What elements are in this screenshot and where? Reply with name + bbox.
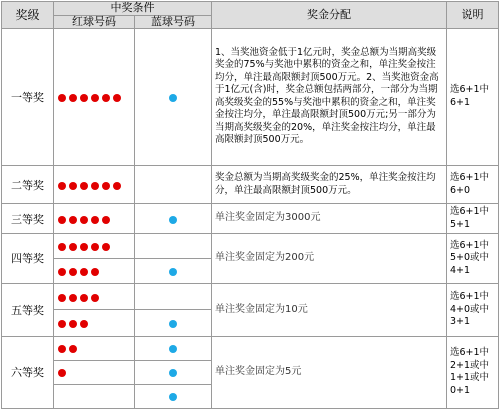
blue-ball-icon bbox=[169, 94, 177, 102]
red-ball-icon bbox=[58, 345, 66, 353]
red-ball-icon bbox=[58, 243, 66, 251]
red-ball-icon bbox=[80, 243, 88, 251]
note-fourth: 选6+1中5+0或中4+1 bbox=[447, 233, 499, 283]
distribution-third: 单注奖金固定为3000元 bbox=[212, 204, 447, 233]
prize-table bbox=[1, 1, 499, 409]
blue-balls-third bbox=[135, 204, 212, 233]
red-ball-icon bbox=[91, 268, 99, 276]
red-balls-fourth-b bbox=[54, 258, 135, 283]
note-third: 选6+1中5+1 bbox=[447, 204, 499, 233]
red-ball-icon bbox=[69, 243, 77, 251]
red-ball-icon bbox=[102, 94, 110, 102]
red-balls-sixth-c bbox=[54, 384, 135, 408]
red-balls-third bbox=[54, 204, 135, 233]
header-level: 奖级 bbox=[2, 2, 54, 29]
level-sixth: 六等奖 bbox=[2, 336, 54, 408]
red-ball-icon bbox=[91, 182, 99, 190]
red-ball-icon bbox=[58, 320, 66, 328]
red-ball-icon bbox=[91, 94, 99, 102]
red-ball-icon bbox=[69, 320, 77, 328]
red-ball-icon bbox=[80, 216, 88, 224]
header-note: 说明 bbox=[447, 2, 499, 29]
blue-ball-icon bbox=[169, 216, 177, 224]
distribution-first: 1、当奖池资金低于1亿元时，奖金总额为当期高奖级奖金的75%与奖池中累积的资金之和，单注奖金按注均分，单注最高限额封顶500万元。2、当奖池资金高于1亿元(含)时，奖金总额包括两部分，一部分为当期高奖级奖金的55%与奖池中累积的资金之和，单注奖金按注均分，单注最高限额封顶500万元;另一部分为当期高奖级奖金的20%，单注奖金按注均分，单注最高限额封顶500万元。 bbox=[212, 29, 447, 165]
level-second: 二等奖 bbox=[2, 165, 54, 204]
distribution-sixth: 单注奖金固定为5元 bbox=[212, 336, 447, 408]
red-ball-icon bbox=[58, 182, 66, 190]
blue-ball-icon bbox=[169, 393, 177, 401]
distribution-fifth: 单注奖金固定为10元 bbox=[212, 284, 447, 336]
red-balls-first bbox=[54, 29, 135, 165]
red-ball-icon bbox=[102, 182, 110, 190]
red-balls-second bbox=[54, 165, 135, 204]
red-ball-icon bbox=[113, 182, 121, 190]
distribution-second: 奖金总额为当期高奖级奖金的25%，单注奖金按注均分，单注最高限额封顶500万元。 bbox=[212, 165, 447, 204]
blue-ball-icon bbox=[169, 369, 177, 377]
red-ball-icon bbox=[91, 243, 99, 251]
red-ball-icon bbox=[58, 294, 66, 302]
blue-balls-first bbox=[135, 29, 212, 165]
red-ball-icon bbox=[69, 182, 77, 190]
blue-balls-sixth-b bbox=[135, 360, 212, 384]
red-ball-icon bbox=[58, 94, 66, 102]
blue-balls-fourth-a bbox=[135, 233, 212, 258]
level-fifth: 五等奖 bbox=[2, 284, 54, 336]
red-ball-icon bbox=[113, 94, 121, 102]
red-balls-sixth-a bbox=[54, 336, 135, 360]
level-first: 一等奖 bbox=[2, 29, 54, 165]
blue-ball-icon bbox=[169, 320, 177, 328]
header-distribution: 奖金分配 bbox=[212, 2, 447, 29]
red-ball-icon bbox=[58, 216, 66, 224]
note-second: 选6+1中6+0 bbox=[447, 165, 499, 204]
blue-balls-fifth-b bbox=[135, 310, 212, 336]
red-ball-icon bbox=[102, 243, 110, 251]
red-ball-icon bbox=[80, 94, 88, 102]
red-ball-icon bbox=[80, 182, 88, 190]
red-balls-fourth-a bbox=[54, 233, 135, 258]
red-ball-icon bbox=[69, 94, 77, 102]
red-ball-icon bbox=[69, 294, 77, 302]
red-ball-icon bbox=[69, 268, 77, 276]
blue-ball-icon bbox=[169, 345, 177, 353]
red-ball-icon bbox=[102, 216, 110, 224]
blue-ball-icon bbox=[169, 268, 177, 276]
red-ball-icon bbox=[69, 345, 77, 353]
note-first: 选6+1中6+1 bbox=[447, 29, 499, 165]
red-ball-icon bbox=[69, 216, 77, 224]
red-ball-icon bbox=[58, 369, 66, 377]
header-red: 红球号码 bbox=[54, 15, 135, 29]
red-ball-icon bbox=[91, 294, 99, 302]
blue-balls-fifth-a bbox=[135, 284, 212, 310]
red-balls-fifth-b bbox=[54, 310, 135, 336]
red-balls-fifth-a bbox=[54, 284, 135, 310]
note-fifth: 选6+1中4+0或中3+1 bbox=[447, 284, 499, 336]
red-ball-icon bbox=[80, 320, 88, 328]
red-balls-sixth-b bbox=[54, 360, 135, 384]
note-sixth: 选6+1中2+1或中1+1或中0+1 bbox=[447, 336, 499, 408]
blue-balls-sixth-a bbox=[135, 336, 212, 360]
blue-balls-sixth-c bbox=[135, 384, 212, 408]
blue-balls-fourth-b bbox=[135, 258, 212, 283]
red-ball-icon bbox=[80, 268, 88, 276]
header-conditions: 中奖条件 bbox=[54, 2, 212, 16]
header-blue: 蓝球号码 bbox=[135, 15, 212, 29]
distribution-fourth: 单注奖金固定为200元 bbox=[212, 233, 447, 283]
red-ball-icon bbox=[91, 216, 99, 224]
level-fourth: 四等奖 bbox=[2, 233, 54, 283]
red-ball-icon bbox=[58, 268, 66, 276]
level-third: 三等奖 bbox=[2, 204, 54, 233]
red-ball-icon bbox=[80, 294, 88, 302]
blue-balls-second bbox=[135, 165, 212, 204]
